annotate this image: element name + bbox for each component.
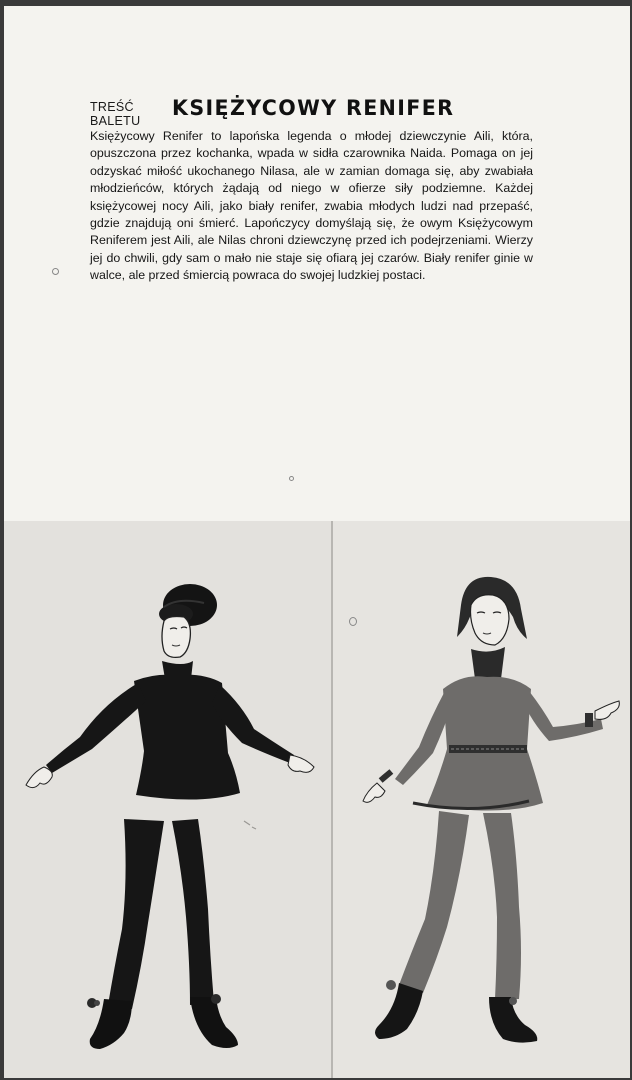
- section-label-line2: BALETU: [90, 114, 141, 128]
- synopsis-paragraph: Księżycowy Renifer to lapońska legenda o młodej dziewczynie Aili, która, opuszczona przez kochanka, wpada w sidła czarownika Naida. Pomaga on jej odzyskać miłość ukochanego Nilasa, ale w zamian domaga się, aby zwabiała młodzieńców, których żądają od niego w ofierze siły podziemne. Każdej księżycowej nocy Aili, jako biały renifer, zwabia młodych ludzi nad przepaść, gdzie znajdują oni śmierć. Lapończycy domyślają się, że owym Księżycowym Reniferem jest Aili, ale Nilas chroni dziewczynę przed ich podejrzeniami. Wierzy jej do chwili, gdy sam o mało nie staje się ofiarą jej czarów. Biały renifer ginie w walce, ale przed śmiercią powraca do swojej ludzkiej postaci.: [90, 129, 533, 283]
- female-dancer-figure: [333, 521, 630, 1078]
- left-illustration-panel: [4, 521, 332, 1078]
- male-dancer-figure: [4, 521, 332, 1078]
- paper-speck: [289, 476, 294, 481]
- program-page: [4, 6, 630, 1078]
- section-label: [90, 100, 140, 128]
- section-label-line1: TREŚĆ: [90, 100, 134, 114]
- paper-speck: [349, 617, 357, 626]
- text-section: [4, 6, 630, 521]
- ballet-title: KSIĘŻYCOWY RENIFER: [172, 96, 455, 120]
- costume-illustrations: [4, 521, 630, 1078]
- right-illustration-panel: [333, 521, 630, 1078]
- paper-speck: [52, 268, 59, 275]
